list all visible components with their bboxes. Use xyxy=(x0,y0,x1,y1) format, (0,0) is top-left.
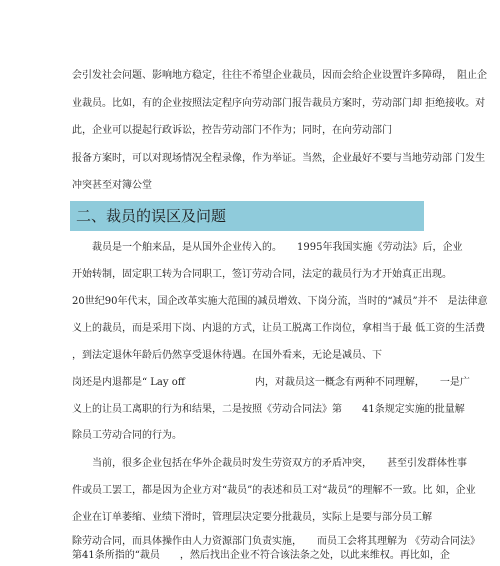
paragraph-line: 报备方案时，可以对现场情况全程录像，作为举证。当然，企业最好不要与当地劳动部 门发生 xyxy=(72,153,486,164)
paragraph-line: 岗还是内退都是“ Lay off 内，对裁员这一概念有两种不同理解， 一是广 xyxy=(72,377,470,388)
paragraph-line: 20世纪90年代末，国企改革实施大范围的减员增效、下岗分流，当时的“减员”并不 是法律意 xyxy=(72,296,488,307)
paragraph-line: 件或员工罢工，都是因为企业方对“裁员”的表述和员工对“裁员”的理解不一致。比 如，企业 xyxy=(72,485,476,496)
section-heading: 二、裁员的误区及问题 xyxy=(70,201,424,231)
paragraph-line: 此，企业可以提起行政诉讼，控告劳动部门不作为；同时，在向劳动部门 xyxy=(72,125,392,136)
paragraph-line: 冲突甚至对簿公堂 xyxy=(72,180,152,191)
paragraph-line: 义上的裁员，而是采用下岗、内退的方式，让员工脱离工作岗位，拿相当于最 低工资的生活费 xyxy=(72,323,486,334)
paragraph-line: 除劳动合同，而具体操作由人力资源部门负责实施， 而员工会将其理解为 《劳动合同法》 xyxy=(72,536,481,547)
paragraph-line: 当前，很多企业包括在华外企裁员时发生劳资双方的矛盾冲突， 甚至引发群体性事 xyxy=(72,458,467,469)
paragraph-line: 除员工劳动合同的行为。 xyxy=(72,430,182,441)
paragraph-line: 开始转制，固定职工转为合同职工，签订劳动合同，法定的裁员行为才开始真正出现。 xyxy=(72,269,452,280)
paragraph-line: 裁员是一个舶来品，是从国外企业传入的。 1995年我国实施《劳动法》后，企业 xyxy=(72,242,463,253)
paragraph-line: 第41条所指的“裁员 ，然后找出企业不符合该法条之处，以此来维权。再比如，企 xyxy=(72,550,450,561)
paragraph-line: 义上的让员工离职的行为和结果，二是按照《劳动合同法》第 41条规定实施的批量解 xyxy=(72,404,465,415)
paragraph-line: 会引发社会问题、影响地方稳定，往往不希望企业裁员，因而会给企业设置许多障碍， 阻止企 xyxy=(72,70,487,81)
paragraph-line: ，到法定退休年龄后仍然享受退休待遇。在国外看来，无论是减员、下 xyxy=(72,350,382,361)
paragraph-line: 企业在订单萎缩、业绩下滑时，管理层决定要分批裁员，实际上是要与部分员工解 xyxy=(72,512,432,523)
paragraph-line: 业裁员。比如，有的企业按照法定程序向劳动部门报告裁员方案时，劳动部门却 拒绝接收。对 xyxy=(72,98,486,109)
